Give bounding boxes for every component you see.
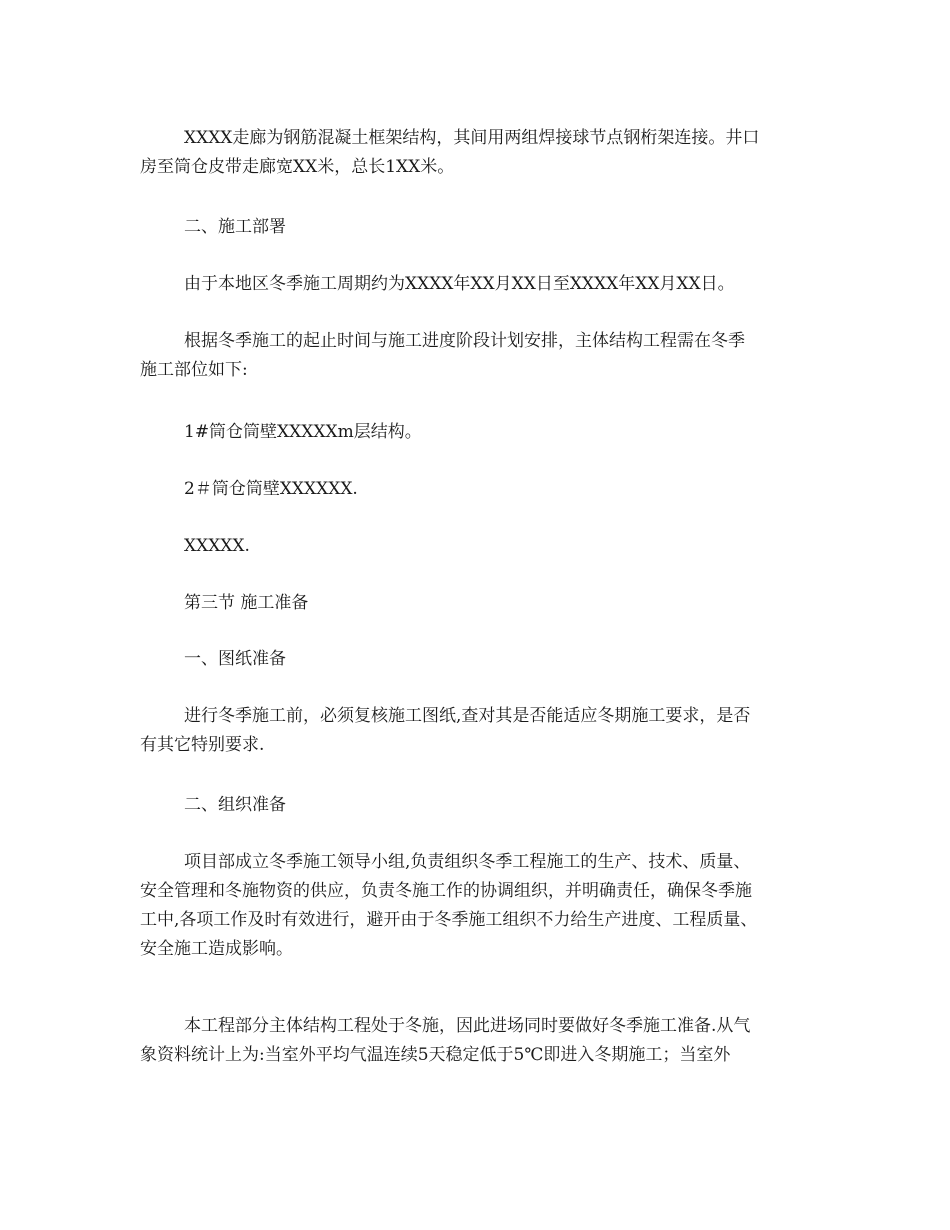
- heading-organization-preparation: [140, 791, 812, 820]
- list-item-silo-2: [140, 475, 812, 504]
- heading-construction-deployment: [140, 213, 812, 242]
- paragraph-leadership-group: [140, 848, 812, 964]
- text-line: 安全施工造成影响。: [140, 939, 293, 959]
- text-line: 二、施工部署: [184, 217, 286, 237]
- text-line: 二、组织准备: [184, 795, 286, 815]
- list-item-other: [140, 532, 812, 561]
- paragraph-corridor-structure: [140, 124, 812, 182]
- paragraph-drawing-review: [140, 702, 812, 760]
- text-line: XXXX走廊为钢筋混凝土框架结构，其间用两组焊接球节点钢桁架连接。井口: [184, 128, 760, 148]
- text-line: 一、图纸准备: [184, 649, 286, 669]
- section-heading-preparation: [140, 589, 812, 618]
- text-line: 安全管理和冬施物资的供应，负责冬施工作的协调组织，并明确责任，确保冬季施: [140, 881, 752, 901]
- paragraph-winter-start-criteria: [140, 1012, 812, 1070]
- heading-drawing-preparation: [140, 645, 812, 674]
- text-line: 象资料统计上为:当室外平均气温连续5天稳定低于5℃即进入冬期施工；当室外: [140, 1045, 731, 1065]
- text-line: 项目部成立冬季施工领导小组,负责组织冬季工程施工的生产、技术、质量、: [184, 852, 751, 872]
- text-line: 施工部位如下:: [140, 360, 248, 380]
- text-line: 1#筒仓筒壁XXXXXm层结构。: [184, 422, 422, 442]
- paragraph-winter-period: [140, 270, 812, 299]
- text-line: 由于本地区冬季施工周期约为XXXX年XX月XX日至XXXX年XX月XX日。: [184, 274, 735, 294]
- text-line: 第三节 施工准备: [184, 593, 309, 613]
- text-line: XXXXX.: [184, 536, 250, 556]
- text-line: 本工程部分主体结构工程处于冬施，因此进场同时要做好冬季施工准备.从气: [184, 1016, 751, 1036]
- text-line: 根据冬季施工的起止时间与施工进度阶段计划安排，主体结构工程需在冬季: [184, 331, 745, 351]
- text-line: 房至筒仓皮带走廊宽XX米，总长1XX米。: [140, 157, 455, 177]
- text-line: 有其它特别要求.: [140, 735, 265, 755]
- paragraph-winter-parts-intro: [140, 327, 812, 385]
- text-line: 进行冬季施工前，必须复核施工图纸,查对其是否能适应冬期施工要求，是否: [184, 706, 751, 726]
- text-line: 2＃筒仓筒壁XXXXXX.: [184, 479, 358, 499]
- list-item-silo-1: [140, 418, 812, 447]
- text-line: 工中,各项工作及时有效进行，避开由于冬季施工组织不力给生产进度、工程质量、: [140, 910, 758, 930]
